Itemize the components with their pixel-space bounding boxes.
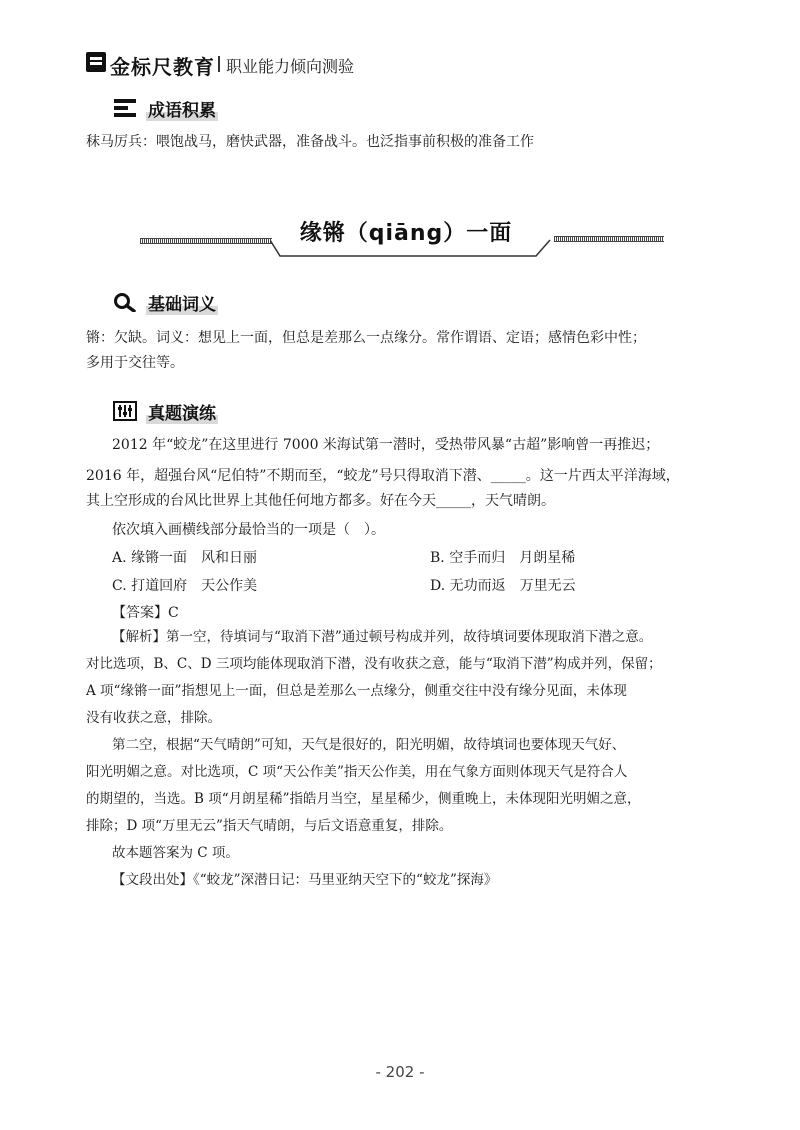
analysis-line: 排除；D 项“万里无云”指天气晴朗，与后文语意重复，排除。 — [86, 818, 453, 834]
header-divider — [218, 56, 220, 72]
option-b: B. 空手而归 月朗星稀 — [430, 550, 576, 566]
question-line-2: 2016 年，超强台风“尼伯特”不期而至，“蛟龙”号只得取消下潜、_____。这一片西太平洋海域， — [86, 468, 680, 484]
brand-logo-icon — [86, 52, 106, 72]
analysis-line: A 项“缘锵一面”指想见上一面，但总是差那么一点缘分，侧重交往中没有缘分见面，未体现 — [86, 683, 627, 699]
basic-text-line-2: 多用于交往等。 — [86, 355, 184, 371]
question-line-3: 其上空形成的台风比世界上其他任何地方都多。好在今天_____，天气晴朗。 — [86, 493, 555, 509]
search-icon — [113, 292, 137, 312]
banner-line-right — [554, 236, 664, 242]
option-d: D. 无功而返 万里无云 — [430, 578, 576, 594]
analysis-line: 对比选项，B、C、D 三项均能体现取消下潜，没有收获之意，能与“取消下潜”构成并列，保留； — [86, 656, 662, 672]
basic-section-title: 基础词义 — [148, 295, 216, 315]
analysis-line: 第二空，根据“天气晴朗”可知，天气是很好的，阳光明媚，故待填词也要体现天气好、 — [112, 737, 626, 753]
source-line: 【文段出处】《“蛟龙”深潜日记：马里亚纳天空下的“蛟龙”探海》 — [112, 872, 498, 888]
brand-name: 金标尺教育 — [110, 55, 215, 79]
analysis-line: 故本题答案为 C 项。 — [112, 845, 239, 861]
idiom-text: 秣马厉兵：喂饱战马，磨快武器，准备战斗。也泛指事前积极的准备工作 — [86, 134, 534, 150]
analysis-line: 阳光明媚之意。对比选项，C 项“天公作美”指天公作美，用在气象方面则体现天气是符合人 — [86, 764, 628, 780]
analysis-line: 【解析】第一空，待填词与“取消下潜”通过顿号构成并列，故待填词要体现取消下潜之意。 — [112, 629, 653, 645]
practice-section-title: 真题演练 — [148, 404, 216, 424]
banner-title: 缘锵（qiāng）一面 — [299, 221, 513, 246]
option-a: A. 缘锵一面 风和日丽 — [112, 550, 258, 566]
page-number: - 202 - — [375, 1063, 425, 1081]
equalizer-icon — [113, 401, 137, 421]
basic-text-line-1: 锵：欠缺。词义：想见上一面，但总是差那么一点缘分。常作谓语、定语；感情色彩中性； — [86, 330, 646, 346]
analysis-line: 的期望的，当选。B 项“月朗星稀”指皓月当空，星星稀少，侧重晚上，未体现阳光明媚之意， — [86, 791, 641, 807]
question-line-1: 2012 年“蛟龙”在这里进行 7000 米海试第一潜时，受热带风暴“古超”影响曾一再推迟； — [112, 437, 660, 453]
option-c: C. 打道回府 天公作美 — [112, 578, 258, 594]
analysis-line: 没有收获之意，排除。 — [86, 710, 221, 726]
answer-value: C — [168, 605, 179, 621]
question-prompt: 依次填入画横线部分最恰当的一项是（ ）。 — [112, 522, 385, 538]
analysis-block — [86, 624, 722, 894]
list-icon — [113, 98, 137, 118]
banner-line-left — [140, 238, 272, 244]
answer-line — [112, 601, 179, 625]
answer-tag: 【答案】 — [112, 605, 168, 621]
header-subtitle: 职业能力倾向测验 — [226, 57, 355, 76]
idiom-section-title: 成语积累 — [148, 101, 216, 121]
